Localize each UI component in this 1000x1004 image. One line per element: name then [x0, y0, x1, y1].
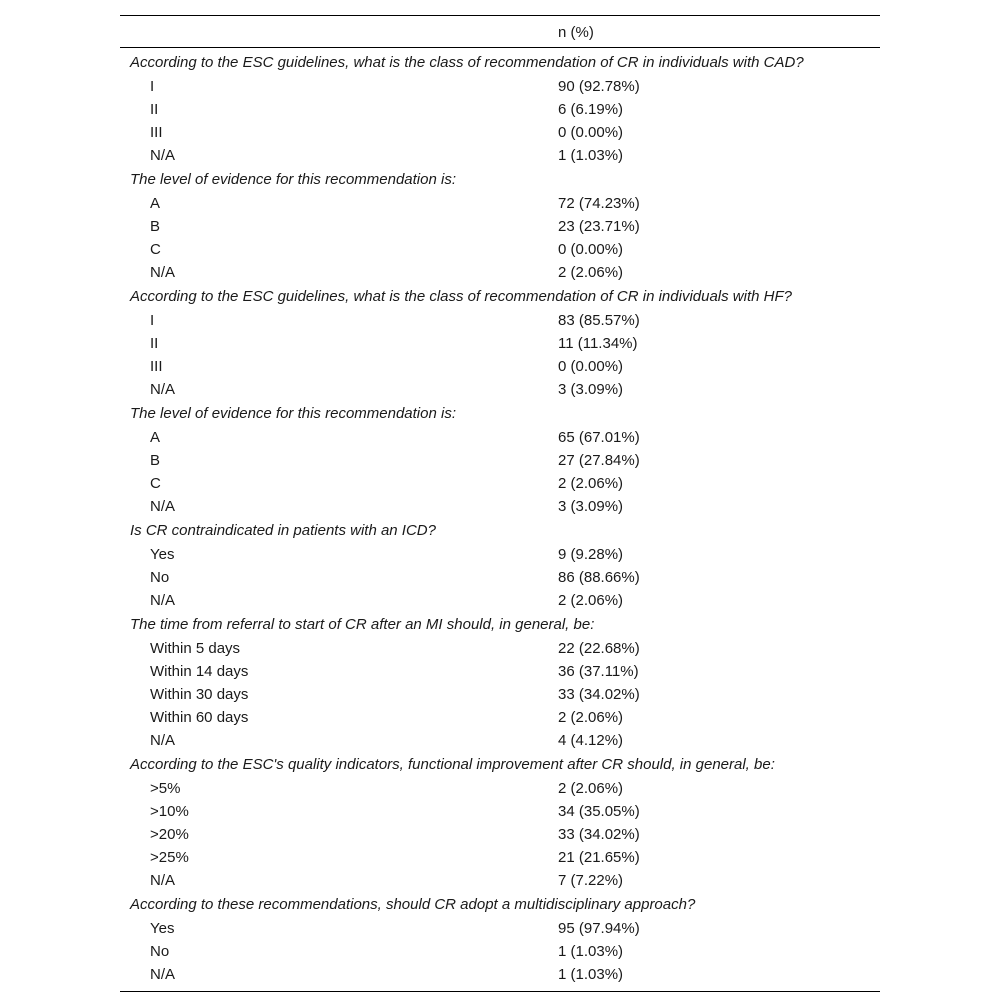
question-text: According to the ESC guidelines, what is the class of recommendation of CR in individuals with CAD? [130, 54, 804, 71]
table-row [120, 238, 880, 261]
answer-count-percent: 72 (74.23%) [558, 195, 640, 212]
answer-count-percent: 95 (97.94%) [558, 920, 640, 937]
question-row [120, 167, 880, 192]
question-text: According to the ESC's quality indicators, functional improvement after CR should, in general, be: [130, 756, 775, 773]
answer-count-percent: 83 (85.57%) [558, 312, 640, 329]
question-row [120, 284, 880, 309]
answer-option-label: I [150, 312, 155, 329]
answer-count-percent: 2 (2.06%) [558, 475, 624, 492]
answer-count-percent: 1 (1.03%) [558, 147, 624, 164]
answer-count-percent: 0 (0.00%) [558, 124, 624, 141]
table-row [120, 566, 880, 589]
answer-count-percent: 2 (2.06%) [558, 709, 624, 726]
answer-option-label: B [150, 218, 161, 235]
answer-count-percent: 90 (92.78%) [558, 78, 640, 95]
answer-count-percent: 34 (35.05%) [558, 803, 640, 820]
answer-option-label: Within 14 days [150, 663, 249, 680]
table-bottom-rule [120, 991, 880, 992]
table-row [120, 729, 880, 752]
question-text: Is CR contraindicated in patients with an ICD? [130, 522, 436, 539]
answer-option-label: N/A [150, 264, 176, 281]
table-row [120, 261, 880, 284]
answer-option-label: Within 5 days [150, 640, 241, 657]
answer-option-label: >5% [150, 780, 181, 797]
answer-count-percent: 1 (1.03%) [558, 966, 624, 983]
answer-count-percent: 22 (22.68%) [558, 640, 640, 657]
answer-option-label: No [150, 569, 170, 586]
table-header [120, 16, 880, 48]
table-row [120, 777, 880, 800]
answer-option-label: C [150, 241, 161, 258]
question-row [120, 401, 880, 426]
table-body [120, 48, 880, 986]
answer-count-percent: 86 (88.66%) [558, 569, 640, 586]
table-row [120, 917, 880, 940]
answer-option-label: N/A [150, 872, 176, 889]
question-text: According to these recommendations, should CR adopt a multidisciplinary approach? [130, 896, 696, 913]
answer-option-label: N/A [150, 592, 176, 609]
table-row [120, 332, 880, 355]
survey-results-table [120, 15, 880, 992]
answer-count-percent: 0 (0.00%) [558, 358, 624, 375]
answer-count-percent: 33 (34.02%) [558, 826, 640, 843]
answer-option-label: B [150, 452, 161, 469]
answer-option-label: III [150, 124, 163, 141]
answer-option-label: Yes [150, 920, 175, 937]
table-row [120, 846, 880, 869]
answer-option-label: N/A [150, 732, 176, 749]
question-row [120, 892, 880, 917]
answer-count-percent: 6 (6.19%) [558, 101, 624, 118]
table-row [120, 98, 880, 121]
answer-count-percent: 21 (21.65%) [558, 849, 640, 866]
table-row [120, 309, 880, 332]
answer-count-percent: 7 (7.22%) [558, 872, 624, 889]
table-row [120, 378, 880, 401]
table-row [120, 215, 880, 238]
table-row [120, 144, 880, 167]
answer-count-percent: 65 (67.01%) [558, 429, 640, 446]
answer-count-percent: 2 (2.06%) [558, 780, 624, 797]
header-value-column: n (%) [558, 24, 594, 41]
answer-option-label: Yes [150, 546, 175, 563]
answer-option-label: A [150, 429, 161, 446]
table-row [120, 426, 880, 449]
question-row [120, 518, 880, 543]
answer-option-label: >20% [150, 826, 189, 843]
answer-count-percent: 27 (27.84%) [558, 452, 640, 469]
table-row [120, 121, 880, 144]
answer-count-percent: 9 (9.28%) [558, 546, 624, 563]
table-row [120, 192, 880, 215]
answer-count-percent: 0 (0.00%) [558, 241, 624, 258]
table-row [120, 683, 880, 706]
table-row [120, 706, 880, 729]
answer-option-label: A [150, 195, 161, 212]
answer-count-percent: 11 (11.34%) [558, 335, 638, 352]
table-row [120, 355, 880, 378]
answer-option-label: Within 30 days [150, 686, 249, 703]
question-text: According to the ESC guidelines, what is the class of recommendation of CR in individuals with HF? [130, 288, 792, 305]
answer-option-label: >10% [150, 803, 189, 820]
answer-count-percent: 2 (2.06%) [558, 592, 624, 609]
table-row [120, 940, 880, 963]
question-text: The level of evidence for this recommendation is: [130, 171, 456, 188]
question-text: The level of evidence for this recommendation is: [130, 405, 456, 422]
answer-option-label: Within 60 days [150, 709, 249, 726]
table-row [120, 543, 880, 566]
answer-option-label: N/A [150, 147, 176, 164]
table-row [120, 637, 880, 660]
answer-count-percent: 36 (37.11%) [558, 663, 639, 680]
question-row [120, 752, 880, 777]
answer-count-percent: 2 (2.06%) [558, 264, 624, 281]
answer-option-label: No [150, 943, 170, 960]
table-row [120, 589, 880, 612]
table-row [120, 823, 880, 846]
answer-option-label: II [150, 335, 159, 352]
answer-count-percent: 3 (3.09%) [558, 498, 624, 515]
answer-option-label: N/A [150, 381, 176, 398]
question-row [120, 50, 880, 75]
table-row [120, 963, 880, 986]
answer-option-label: C [150, 475, 161, 492]
answer-count-percent: 33 (34.02%) [558, 686, 640, 703]
question-text: The time from referral to start of CR after an MI should, in general, be: [130, 616, 595, 633]
table-row [120, 472, 880, 495]
answer-count-percent: 3 (3.09%) [558, 381, 624, 398]
table-row [120, 800, 880, 823]
table-row [120, 869, 880, 892]
answer-option-label: III [150, 358, 163, 375]
answer-option-label: N/A [150, 498, 176, 515]
answer-count-percent: 1 (1.03%) [558, 943, 624, 960]
table-row [120, 495, 880, 518]
question-row [120, 612, 880, 637]
answer-option-label: II [150, 101, 159, 118]
table-row [120, 449, 880, 472]
answer-count-percent: 4 (4.12%) [558, 732, 624, 749]
answer-option-label: I [150, 78, 155, 95]
answer-option-label: >25% [150, 849, 189, 866]
table-row [120, 75, 880, 98]
answer-option-label: N/A [150, 966, 176, 983]
answer-count-percent: 23 (23.71%) [558, 218, 640, 235]
table-row [120, 660, 880, 683]
